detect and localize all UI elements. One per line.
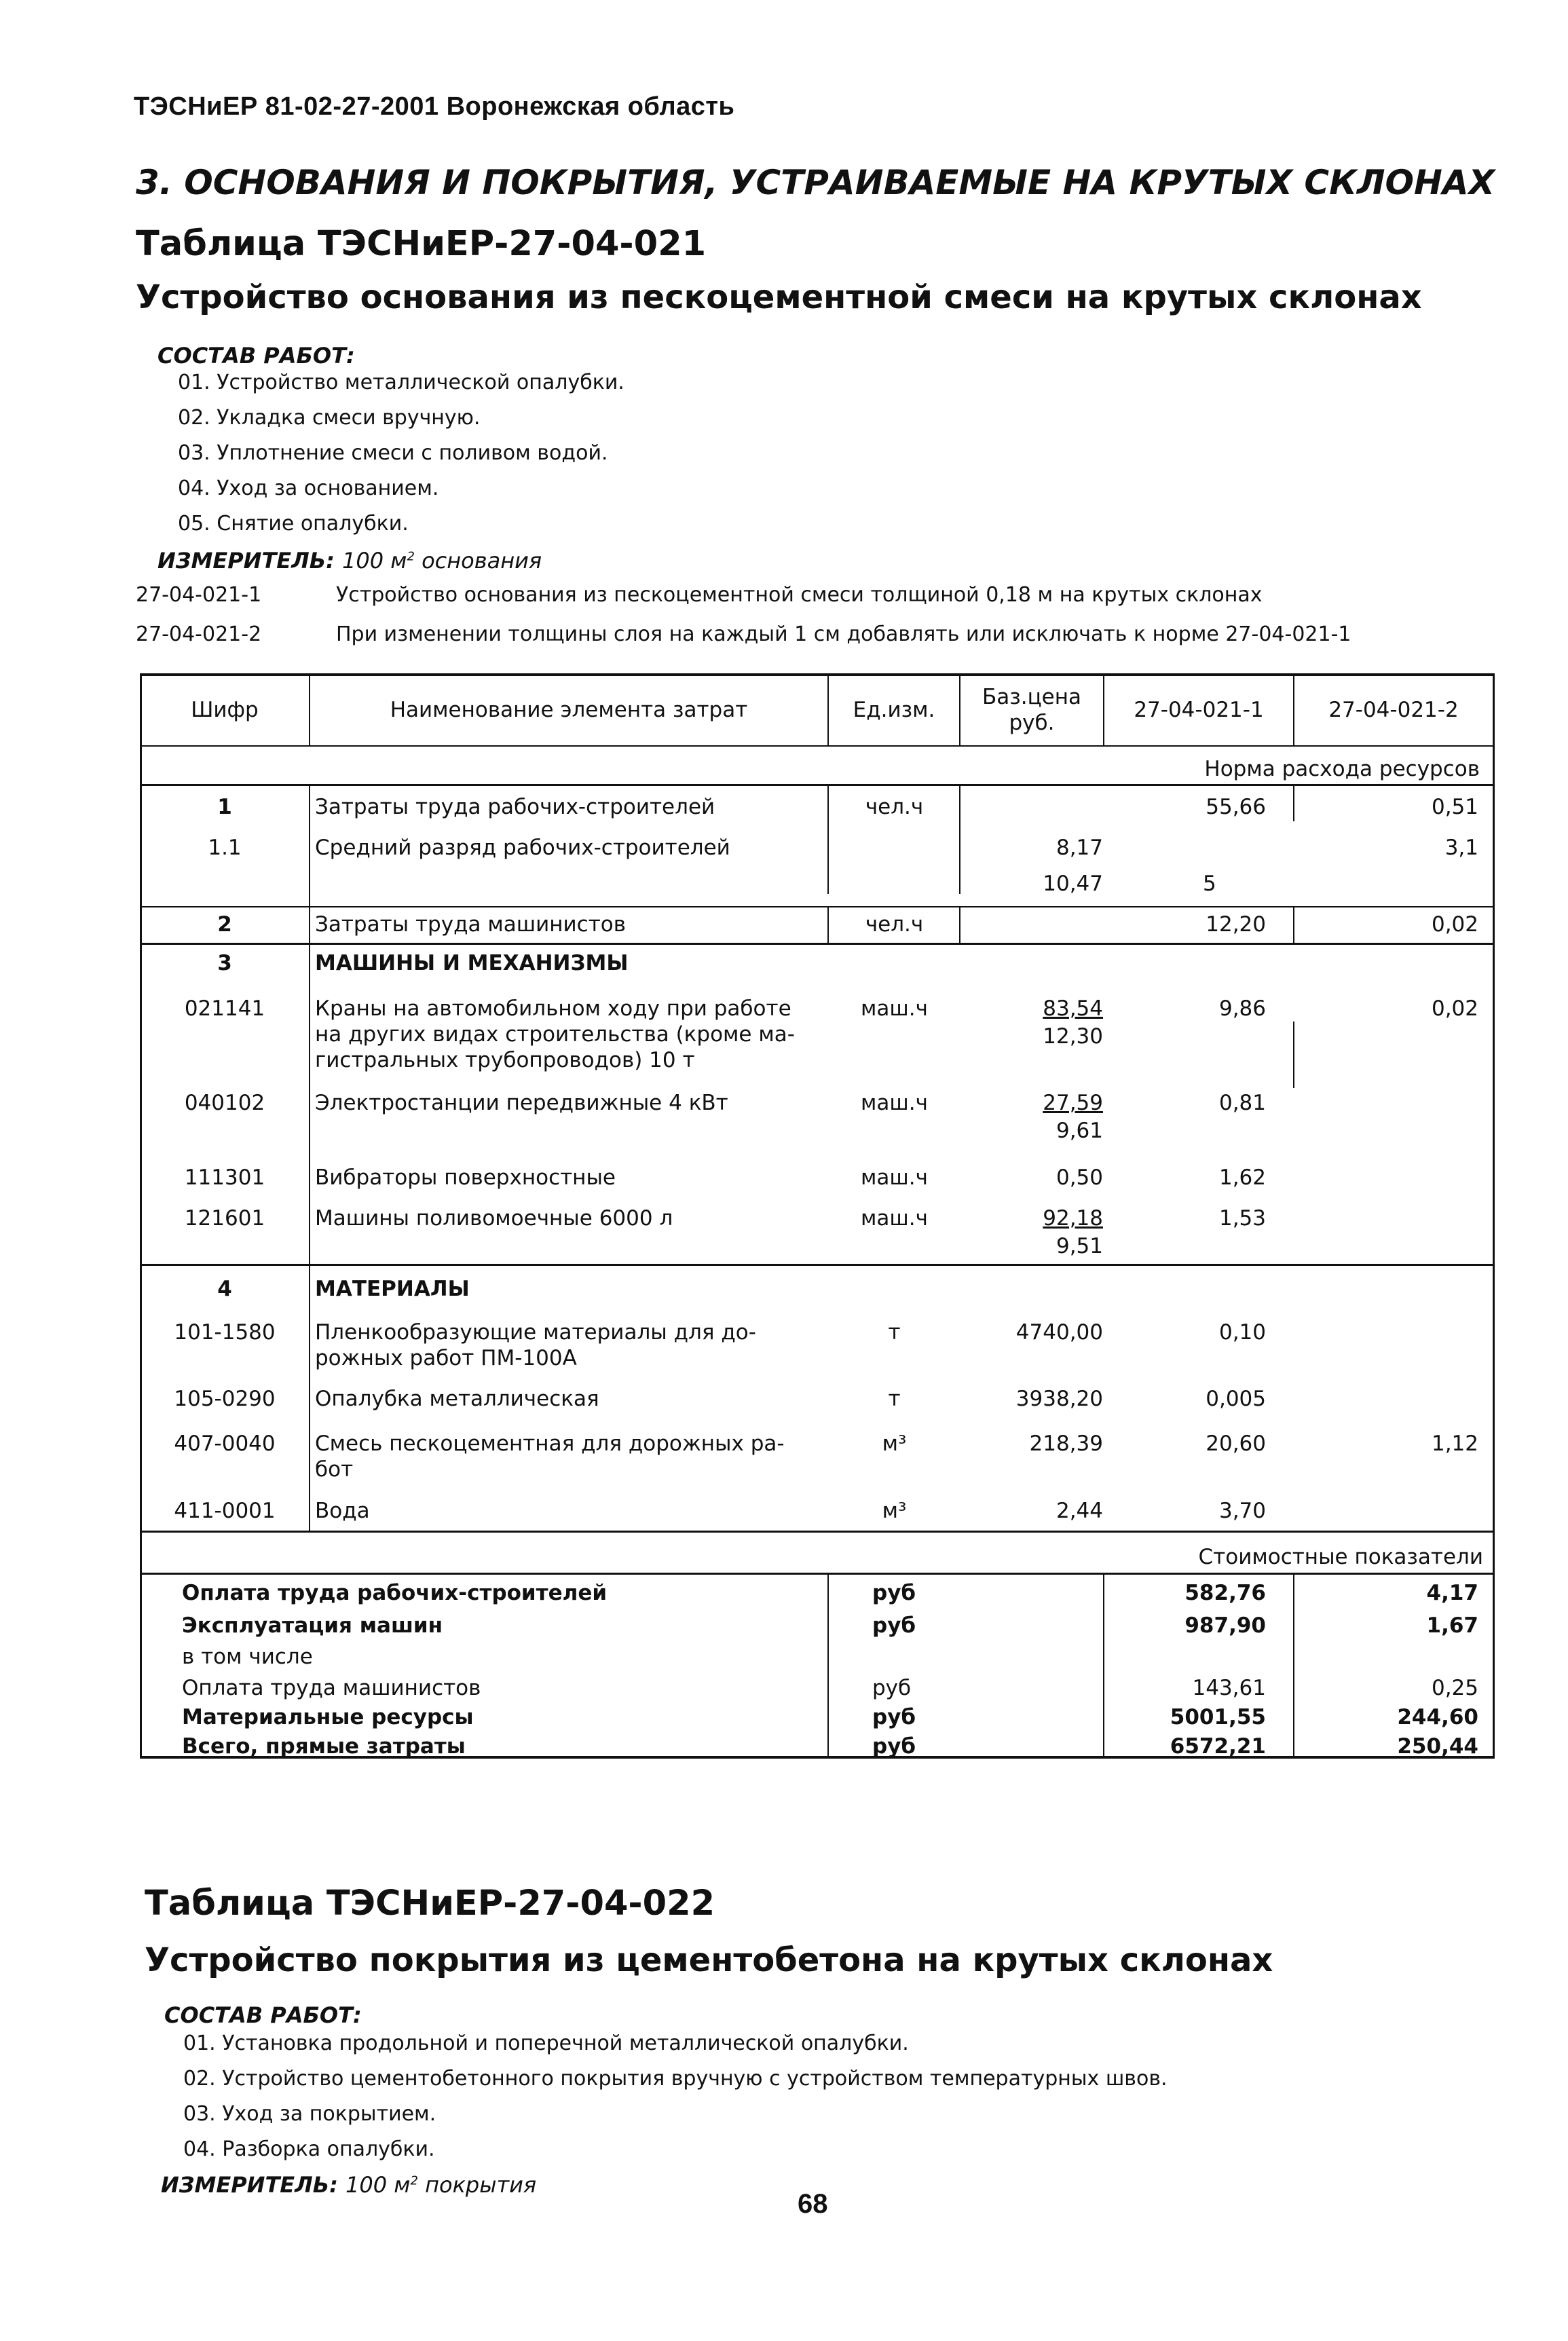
row-unit: м³ — [882, 1431, 907, 1456]
row-unit: т — [888, 1387, 901, 1411]
row-norm-2: 0,02 — [1431, 912, 1478, 937]
row-norm-1: 20,60 — [1206, 1431, 1266, 1456]
measure-label: ИЗМЕРИТЕЛЬ: — [157, 548, 335, 574]
operation-item: 04. Разборка опалубки. — [183, 2137, 435, 2161]
row-norm-1: 1,62 — [1218, 1165, 1266, 1190]
row-norm-1: 0,005 — [1206, 1387, 1266, 1411]
page-number: 68 — [798, 2189, 828, 2219]
row-unit: т — [888, 1320, 901, 1345]
row-price: 3938,20 — [1015, 1387, 1103, 1411]
summary-value-2: 4,17 — [1426, 1581, 1478, 1605]
summary-label: в том числе — [182, 1645, 313, 1669]
summary-unit: руб — [872, 1581, 916, 1605]
operation-item: 03. Уплотнение смеси с поливом водой. — [178, 441, 608, 465]
summary-unit: руб — [872, 1705, 916, 1729]
section-name: МАШИНЫ И МЕХАНИЗМЫ — [315, 951, 629, 975]
header-norm-2: 27-04-021-2 — [1328, 698, 1459, 722]
row-norm-1: 55,66 — [1206, 795, 1266, 819]
row-code: 411-0001 — [174, 1499, 276, 1523]
header-code: Шифр — [191, 698, 259, 722]
summary-value-1: 143,61 — [1192, 1676, 1266, 1700]
norm-row — [136, 615, 1351, 654]
table1-work-label: СОСТАВ РАБОТ: — [157, 343, 355, 369]
summary-label: Оплата труда машинистов — [182, 1676, 481, 1700]
row-code: 2 — [217, 912, 232, 937]
summary-value-1: 6572,21 — [1170, 1734, 1266, 1759]
row-unit: м³ — [882, 1499, 907, 1523]
norm-code: 27-04-021-2 — [136, 622, 262, 646]
summary-label: Всего, прямые затраты — [182, 1734, 466, 1759]
summary-unit: руб — [872, 1676, 912, 1700]
norm-row — [136, 576, 1351, 615]
norm-text: Устройство основания из пескоцементной смеси толщиной 0,18 м на крутых склонах — [336, 583, 1263, 607]
row-code: 101-1580 — [174, 1320, 276, 1345]
header-price-line1: Баз.цена — [982, 685, 1082, 709]
row-code: 3 — [217, 951, 232, 975]
table1-subtitle: Устройство основания из пескоцементной смеси на крутых склонах — [136, 278, 1422, 316]
row-code: 4 — [217, 1277, 232, 1301]
summary-label: Материальные ресурсы — [182, 1705, 474, 1729]
norm-code: 27-04-021-1 — [136, 583, 262, 607]
row-price-wage: 12,30 — [1043, 1024, 1103, 1049]
row-unit: чел.ч — [865, 795, 924, 819]
cost-caption: Стоимостные показатели — [1198, 1545, 1483, 1569]
row-code: 021141 — [184, 996, 265, 1021]
row-price: 2,44 — [1056, 1499, 1103, 1523]
summary-value-2: 244,60 — [1397, 1705, 1478, 1729]
table2-subtitle: Устройство покрытия из цементобетона на крутых склонах — [145, 1941, 1273, 1979]
header-norm-1: 27-04-021-1 — [1134, 698, 1264, 722]
summary-label: Эксплуатация машин — [182, 1613, 443, 1638]
row-name: Машины поливомоечные 6000 л — [315, 1206, 673, 1231]
norm-list — [136, 576, 1351, 654]
section-title: 3. ОСНОВАНИЯ И ПОКРЫТИЯ, УСТРАИВАЕМЫЕ НА КРУТЫХ СКЛОНАХ — [136, 163, 1495, 202]
row-code: 1 — [217, 795, 232, 819]
row-code: 105-0290 — [174, 1387, 276, 1411]
operation-item: 03. Уход за покрытием. — [183, 2102, 436, 2126]
row-name: Затраты труда рабочих-строителей — [315, 795, 715, 819]
operation-item: 01. Устройство металлической опалубки. — [178, 371, 624, 394]
row-price-wage: 9,61 — [1056, 1119, 1103, 1143]
operation-item: 05. Снятие опалубки. — [178, 512, 409, 536]
row-price: 218,39 — [1029, 1431, 1103, 1456]
row-price: 8,17 — [1056, 836, 1103, 860]
row-name: Вибраторы поверхностные — [315, 1165, 616, 1190]
row-code: 407-0040 — [174, 1431, 276, 1456]
row-norm-1: 3,70 — [1218, 1499, 1266, 1523]
summary-value-1: 582,76 — [1184, 1581, 1266, 1605]
row-norm-1: 12,20 — [1206, 912, 1266, 937]
summary-value-2: 0,25 — [1431, 1676, 1478, 1700]
header-name: Наименование элемента затрат — [390, 698, 748, 722]
row-name: Электростанции передвижные 4 кВт — [315, 1091, 728, 1115]
row-norm-1: 0,10 — [1218, 1320, 1266, 1345]
summary-value-1: 5001,55 — [1170, 1705, 1266, 1729]
header-price-line2: руб. — [1009, 711, 1055, 735]
summary-unit: руб — [872, 1613, 916, 1638]
operation-item: 02. Устройство цементобетонного покрытия вручную с устройством температурных швов. — [183, 2067, 1168, 2091]
row-name: Вода — [315, 1499, 370, 1523]
row-code: 111301 — [184, 1165, 265, 1190]
row-code: 121601 — [184, 1206, 265, 1231]
row-unit: маш.ч — [861, 1091, 928, 1115]
row-price-wage: 9,51 — [1056, 1234, 1103, 1258]
row-norm-2: 1,12 — [1431, 1431, 1478, 1456]
table1-operations — [178, 365, 624, 542]
row-name: Пленкообразующие материалы для до- рожных работ ПМ-100А — [315, 1320, 756, 1370]
row-price: 4740,00 — [1015, 1320, 1103, 1345]
section-name: МАТЕРИАЛЫ — [315, 1277, 470, 1301]
operation-item: 02. Укладка смеси вручную. — [178, 406, 481, 430]
table2-operations — [183, 2026, 1168, 2167]
table2-title: Таблица ТЭСНиЕР-27-04-022 — [145, 1884, 715, 1924]
norm-caption: Норма расхода ресурсов — [1204, 757, 1480, 781]
row-norm-1: 5 — [1203, 872, 1216, 896]
summary-value-1: 987,90 — [1184, 1613, 1266, 1638]
header-unit: Ед.изм. — [853, 698, 935, 722]
operation-item: 01. Установка продольной и поперечной металлической опалубки. — [183, 2031, 909, 2055]
row-code: 1.1 — [208, 836, 242, 860]
measure-label: ИЗМЕРИТЕЛЬ: — [161, 2172, 338, 2198]
table1-title: Таблица ТЭСНиЕР-27-04-021 — [136, 224, 707, 264]
summary-value-2: 1,67 — [1426, 1613, 1478, 1638]
row-unit: маш.ч — [861, 996, 928, 1021]
row-name: Краны на автомобильном ходу при работе на других видах строительства (кроме ма- гистральных трубопроводов) 10 т — [315, 996, 795, 1072]
row-norm-2: 0,02 — [1431, 996, 1478, 1021]
row-unit: маш.ч — [861, 1206, 928, 1231]
operation-item: 04. Уход за основанием. — [178, 476, 439, 500]
summary-label: Оплата труда рабочих-строителей — [182, 1581, 608, 1605]
norm-text: При изменении толщины слоя на каждый 1 см добавлять или исключать к норме 27-04-021-1 — [336, 622, 1351, 646]
row-price: 0,50 — [1056, 1165, 1103, 1190]
row-price: 10,47 — [1043, 872, 1103, 896]
table2-measure — [161, 2172, 536, 2198]
row-name: Средний разряд рабочих-строителей — [315, 836, 730, 860]
row-norm-1: 0,81 — [1218, 1091, 1266, 1115]
measure-value: 100 $м^2$ покрытия — [346, 2172, 537, 2198]
summary-value-2: 250,44 — [1397, 1734, 1478, 1759]
row-norm-1: 1,53 — [1218, 1206, 1266, 1231]
row-unit: маш.ч — [861, 1165, 928, 1190]
table2-work-label: СОСТАВ РАБОТ: — [164, 2002, 362, 2028]
row-norm-1: 9,86 — [1218, 996, 1266, 1021]
running-head: ТЭСНиЕР 81-02-27-2001 Воронежская область — [134, 92, 735, 121]
row-price: 27,59 — [1043, 1091, 1103, 1115]
row-name: Смесь пескоцементная для дорожных ра- бот — [315, 1431, 785, 1482]
measure-value: 100 $м^2$ основания — [342, 548, 542, 574]
row-norm-2: 3,1 — [1444, 836, 1478, 860]
table1-measure — [157, 548, 542, 574]
row-price: 92,18 — [1043, 1206, 1103, 1231]
row-code: 040102 — [184, 1091, 265, 1115]
row-name: Затраты труда машинистов — [315, 912, 627, 937]
row-name: Опалубка металлическая — [315, 1387, 599, 1411]
row-norm-2: 0,51 — [1431, 795, 1478, 819]
row-price: 83,54 — [1043, 996, 1103, 1021]
summary-unit: руб — [872, 1734, 916, 1759]
row-unit: чел.ч — [865, 912, 924, 937]
